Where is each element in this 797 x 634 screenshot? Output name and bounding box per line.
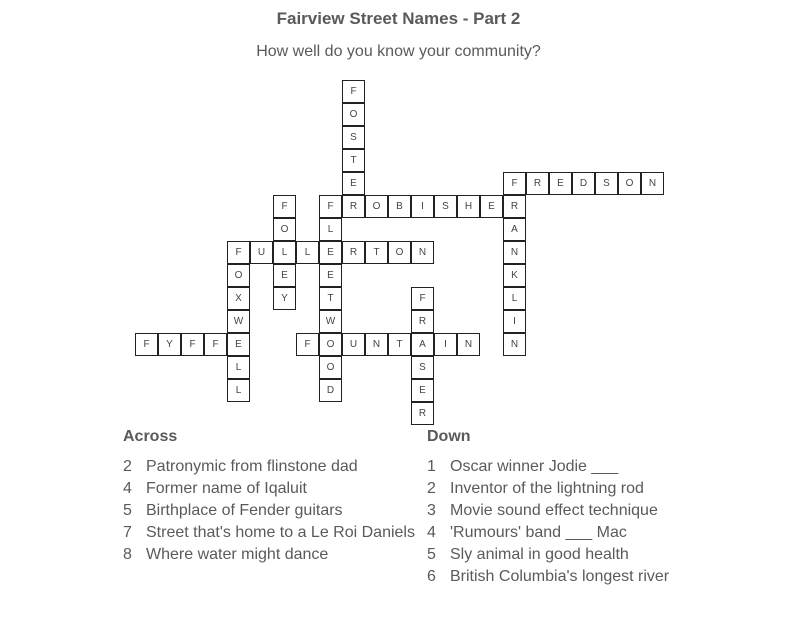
grid-cell[interactable]: E xyxy=(319,241,342,264)
down-clue[interactable] xyxy=(427,458,727,476)
grid-cell[interactable]: X xyxy=(227,287,250,310)
down-clue[interactable] xyxy=(427,546,727,564)
grid-cell[interactable]: F xyxy=(319,195,342,218)
grid-cell[interactable]: O xyxy=(273,218,296,241)
grid-cell[interactable]: F xyxy=(503,172,526,195)
grid-cell[interactable]: U xyxy=(342,333,365,356)
grid-cell[interactable]: O xyxy=(319,333,342,356)
grid-cell[interactable]: L xyxy=(296,241,319,264)
grid-cell[interactable]: O xyxy=(227,264,250,287)
grid-cell[interactable]: O xyxy=(365,195,388,218)
across-heading: Across xyxy=(123,428,178,445)
clue-number: 7 xyxy=(123,524,132,541)
grid-cell[interactable]: N xyxy=(457,333,480,356)
grid-cell[interactable]: R xyxy=(342,241,365,264)
clue-text: Sly animal in good health xyxy=(450,546,629,563)
grid-cell[interactable]: D xyxy=(319,379,342,402)
clue-text: British Columbia's longest river xyxy=(450,568,670,585)
grid-cell[interactable]: A xyxy=(411,333,434,356)
across-clue[interactable] xyxy=(123,458,423,476)
grid-cell[interactable]: E xyxy=(342,172,365,195)
grid-cell[interactable]: H xyxy=(457,195,480,218)
grid-cell[interactable]: R xyxy=(503,195,526,218)
puzzle-title: Fairview Street Names - Part 2 xyxy=(276,9,521,28)
grid-cell[interactable]: F xyxy=(227,241,250,264)
across-clue[interactable] xyxy=(123,546,423,564)
grid-cell[interactable]: F xyxy=(181,333,204,356)
grid-cell[interactable]: N xyxy=(641,172,664,195)
grid-cell[interactable]: I xyxy=(503,310,526,333)
grid-cell[interactable]: K xyxy=(503,264,526,287)
grid-cell[interactable]: F xyxy=(296,333,319,356)
clue-number: 8 xyxy=(123,546,132,563)
clue-number: 1 xyxy=(427,458,436,475)
grid-cell[interactable]: E xyxy=(549,172,572,195)
down-clues xyxy=(427,428,727,590)
grid-cell[interactable]: F xyxy=(135,333,158,356)
grid-cell[interactable]: L xyxy=(503,287,526,310)
grid-cell[interactable]: F xyxy=(204,333,227,356)
grid-cell[interactable]: N xyxy=(365,333,388,356)
clue-number: 3 xyxy=(427,502,436,519)
clue-text: Birthplace of Fender guitars xyxy=(146,502,343,519)
grid-cell[interactable]: S xyxy=(595,172,618,195)
grid-cell[interactable]: T xyxy=(319,287,342,310)
grid-cell[interactable]: E xyxy=(411,379,434,402)
clue-number: 5 xyxy=(427,546,436,563)
grid-cell[interactable]: Y xyxy=(158,333,181,356)
clue-number: 4 xyxy=(427,524,436,541)
grid-cell[interactable]: R xyxy=(411,310,434,333)
grid-cell[interactable]: S xyxy=(434,195,457,218)
clue-number: 6 xyxy=(427,568,436,585)
clue-text: Street that's home to a Le Roi Daniels xyxy=(146,524,415,541)
grid-cell[interactable]: L xyxy=(227,379,250,402)
grid-cell[interactable]: S xyxy=(342,126,365,149)
grid-cell[interactable]: N xyxy=(503,241,526,264)
down-clue[interactable] xyxy=(427,568,727,586)
grid-cell[interactable]: N xyxy=(503,333,526,356)
clue-number: 5 xyxy=(123,502,132,519)
grid-cell[interactable]: Y xyxy=(273,287,296,310)
grid-cell[interactable]: E xyxy=(319,264,342,287)
grid-cell[interactable]: N xyxy=(411,241,434,264)
grid-cell[interactable]: E xyxy=(273,264,296,287)
clue-number: 2 xyxy=(123,458,132,475)
grid-cell[interactable]: T xyxy=(388,333,411,356)
grid-cell[interactable]: L xyxy=(319,218,342,241)
clue-text: Oscar winner Jodie ___ xyxy=(450,458,619,475)
grid-cell[interactable]: W xyxy=(319,310,342,333)
clue-text: 'Rumours' band ___ Mac xyxy=(450,524,627,541)
grid-cell[interactable]: T xyxy=(365,241,388,264)
grid-cell[interactable]: F xyxy=(342,80,365,103)
grid-cell[interactable]: R xyxy=(411,402,434,425)
down-clue-list xyxy=(427,458,727,586)
grid-cell[interactable]: R xyxy=(342,195,365,218)
grid-cell[interactable]: O xyxy=(388,241,411,264)
grid-cell[interactable]: E xyxy=(227,333,250,356)
grid-cell[interactable]: I xyxy=(434,333,457,356)
grid-cell[interactable]: L xyxy=(273,241,296,264)
clue-text: Where water might dance xyxy=(146,546,329,563)
clue-text: Inventor of the lightning rod xyxy=(450,480,644,497)
down-clue[interactable] xyxy=(427,480,727,498)
across-clue[interactable] xyxy=(123,480,423,498)
across-clue[interactable] xyxy=(123,502,423,520)
clue-text: Movie sound effect technique xyxy=(450,502,658,519)
grid-cell[interactable]: A xyxy=(503,218,526,241)
grid-cell[interactable]: E xyxy=(480,195,503,218)
clue-text: Former name of Iqaluit xyxy=(146,480,307,497)
grid-cell[interactable]: F xyxy=(411,287,434,310)
grid-cell[interactable]: T xyxy=(342,149,365,172)
down-clue[interactable] xyxy=(427,524,727,542)
grid-cell[interactable]: I xyxy=(411,195,434,218)
across-clue-list xyxy=(123,458,423,564)
grid-cell[interactable]: O xyxy=(342,103,365,126)
grid-cell[interactable]: O xyxy=(618,172,641,195)
clue-text: Patronymic from flinstone dad xyxy=(146,458,358,475)
clue-number: 2 xyxy=(427,480,436,497)
grid-cell[interactable]: R xyxy=(526,172,549,195)
clue-number: 4 xyxy=(123,480,132,497)
down-clue[interactable] xyxy=(427,502,727,520)
grid-cell[interactable]: O xyxy=(319,356,342,379)
grid-cell[interactable]: F xyxy=(273,195,296,218)
down-heading: Down xyxy=(427,428,471,445)
grid-cell[interactable]: D xyxy=(572,172,595,195)
grid-cell[interactable]: S xyxy=(411,356,434,379)
grid-cell[interactable]: U xyxy=(250,241,273,264)
grid-cell[interactable]: W xyxy=(227,310,250,333)
puzzle-subtitle: How well do you know your community? xyxy=(256,43,541,60)
across-clues xyxy=(123,428,423,568)
grid-cell[interactable]: B xyxy=(388,195,411,218)
grid-cell[interactable]: L xyxy=(227,356,250,379)
across-clue[interactable] xyxy=(123,524,423,542)
